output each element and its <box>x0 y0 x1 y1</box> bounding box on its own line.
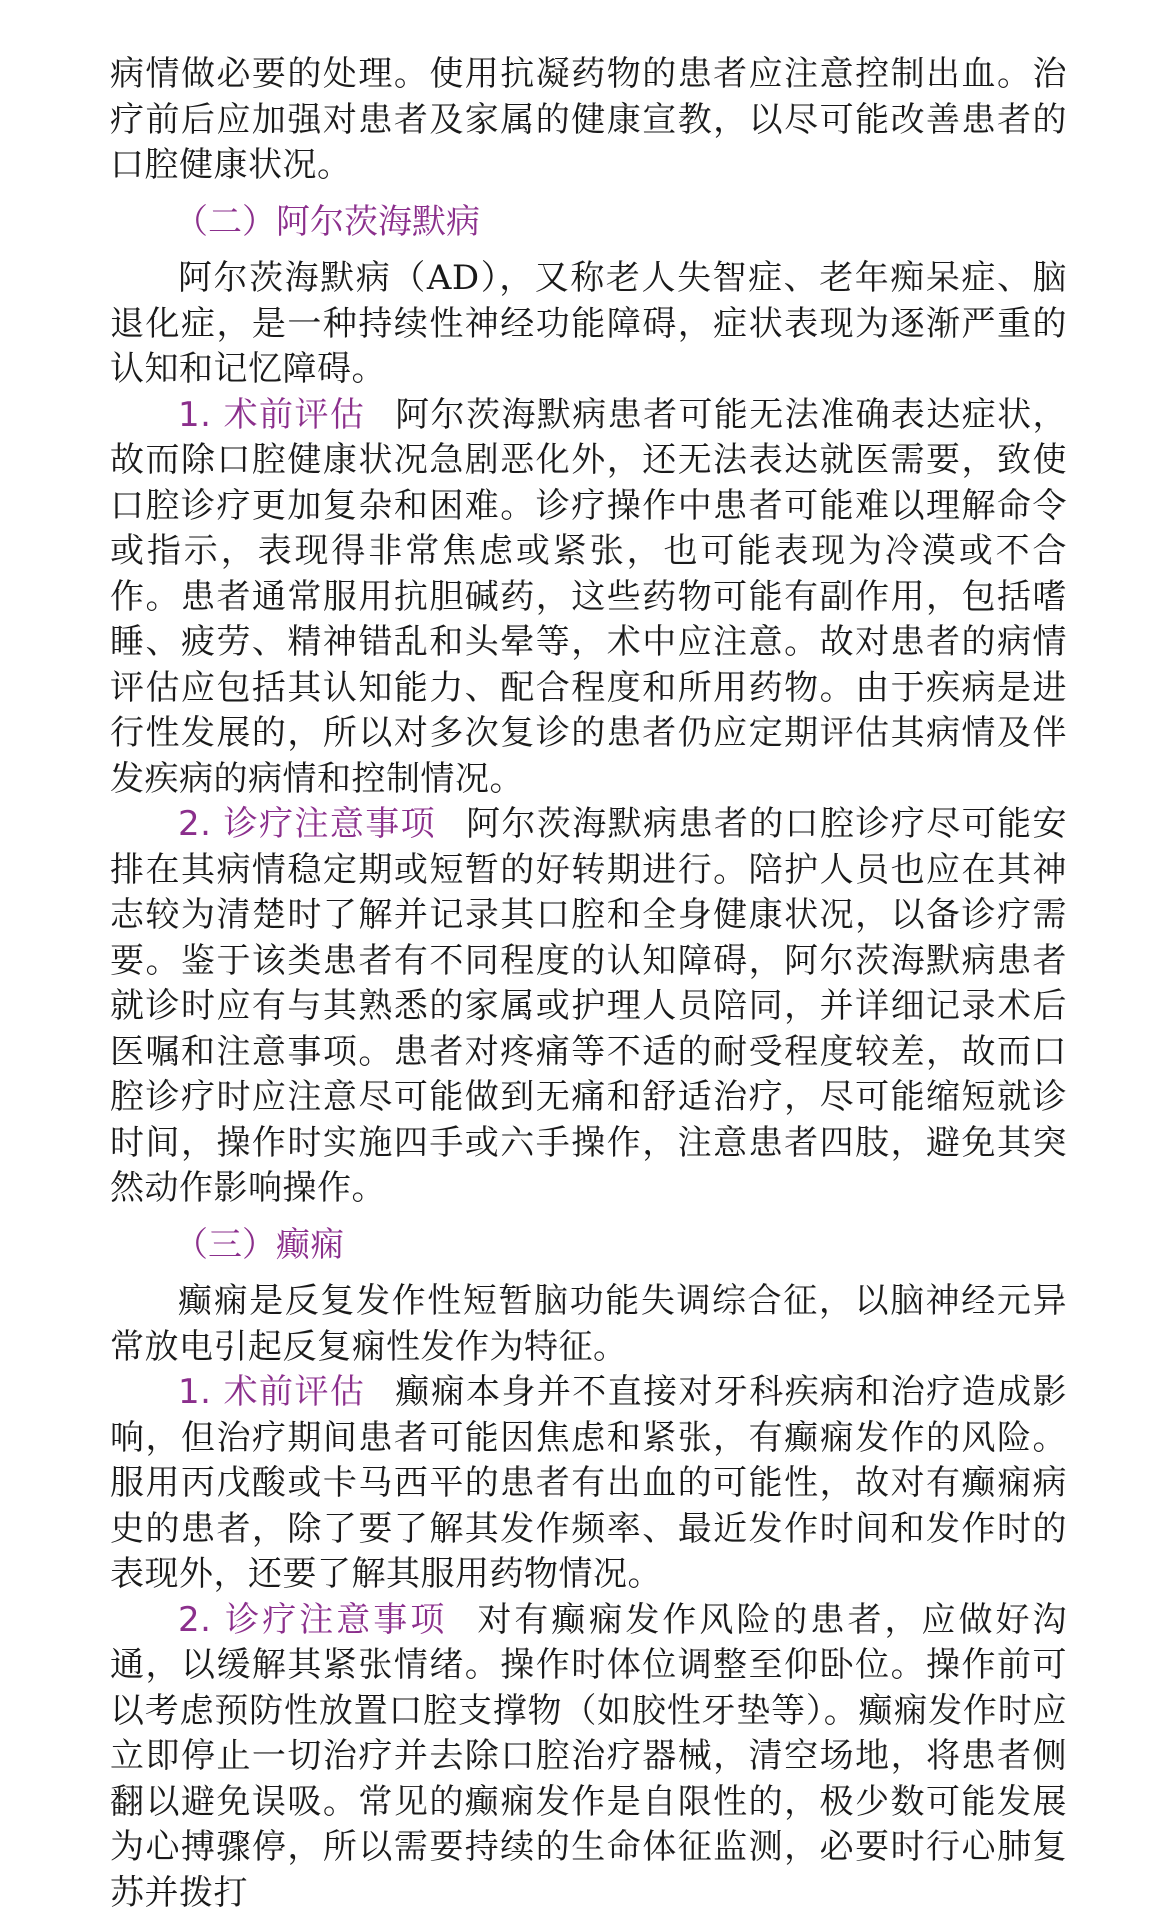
section-heading-epilepsy: （三）癫痫 <box>110 1223 1067 1269</box>
subsection-label: 1. 术前评估 <box>178 1372 365 1412</box>
subsection-label: 2. 诊疗注意事项 <box>178 804 436 844</box>
intro-paragraph-epilepsy: 癫痫是反复发作性短暂脑功能失调综合征，以脑神经元异常放电引起反复痫性发作为特征。 <box>110 1279 1067 1370</box>
intro-paragraph-alzheimers: 阿尔茨海默病（AD），又称老人失智症、老年痴呆症、脑退化症，是一种持续性神经功能障碍，症状表现为逐渐严重的认知和记忆障碍。 <box>110 256 1067 393</box>
subsection-preop-assessment-epilepsy <box>110 1370 1067 1598</box>
subsection-preop-assessment-alzheimers <box>110 393 1067 803</box>
continuation-paragraph: 病情做必要的处理。使用抗凝药物的患者应注意控制出血。治疗前后应加强对患者及家属的健康宣教，以尽可能改善患者的口腔健康状况。 <box>110 52 1067 189</box>
subsection-treatment-notes-epilepsy <box>110 1598 1067 1916</box>
section-heading-alzheimers: （二）阿尔茨海默病 <box>110 200 1067 246</box>
subsection-text: 阿尔茨海默病患者可能无法准确表达症状，故而除口腔健康状况急剧恶化外，还无法表达就医需要，致使口腔诊疗更加复杂和困难。诊疗操作中患者可能难以理解命令或指示，表现得非常焦虑或紧张，也可能表现为冷漠或不合作。患者通常服用抗胆碱药，这些药物可能有副作用，包括嗜睡、疲劳、精神错乱和头晕等，术中应注意。故对患者的病情评估应包括其认知能力、配合程度和所用药物。由于疾病是进行性发展的，所以对多次复诊的患者仍应定期评估其病情及伴发疾病的病情和控制情况。 <box>110 395 1067 799</box>
subsection-label: 1. 术前评估 <box>178 395 365 435</box>
subsection-text: 阿尔茨海默病患者的口腔诊疗尽可能安排在其病情稳定期或短暂的好转期进行。陪护人员也应在其神志较为清楚时了解并记录其口腔和全身健康状况，以备诊疗需要。鉴于该类患者有不同程度的认知障碍，阿尔茨海默病患者就诊时应有与其熟悉的家属或护理人员陪同，并详细记录术后医嘱和注意事项。患者对疼痛等不适的耐受程度较差，故而口腔诊疗时应注意尽可能做到无痛和舒适治疗，尽可能缩短就诊时间，操作时实施四手或六手操作，注意患者四肢，避免其突然动作影响操作。 <box>110 804 1067 1208</box>
subsection-treatment-notes-alzheimers <box>110 802 1067 1212</box>
subsection-label: 2. 诊疗注意事项 <box>178 1600 447 1640</box>
subsection-text: 癫痫本身并不直接对牙科疾病和治疗造成影响，但治疗期间患者可能因焦虑和紧张，有癫痫发作的风险。服用丙戊酸或卡马西平的患者有出血的可能性，故对有癫痫病史的患者，除了要了解其发作频率、最近发作时间和发作时的表现外，还要了解其服用药物情况。 <box>110 1372 1067 1594</box>
subsection-text: 对有癫痫发作风险的患者，应做好沟通，以缓解其紧张情绪。操作时体位调整至仰卧位。操作前可以考虑预防性放置口腔支撑物（如胶性牙垫等）。癫痫发作时应立即停止一切治疗并去除口腔治疗器械，清空场地，将患者侧翻以避免误吸。常见的癫痫发作是自限性的，极少数可能发展为心搏骤停，所以需要持续的生命体征监测，必要时行心肺复苏并拨打 <box>110 1600 1067 1913</box>
